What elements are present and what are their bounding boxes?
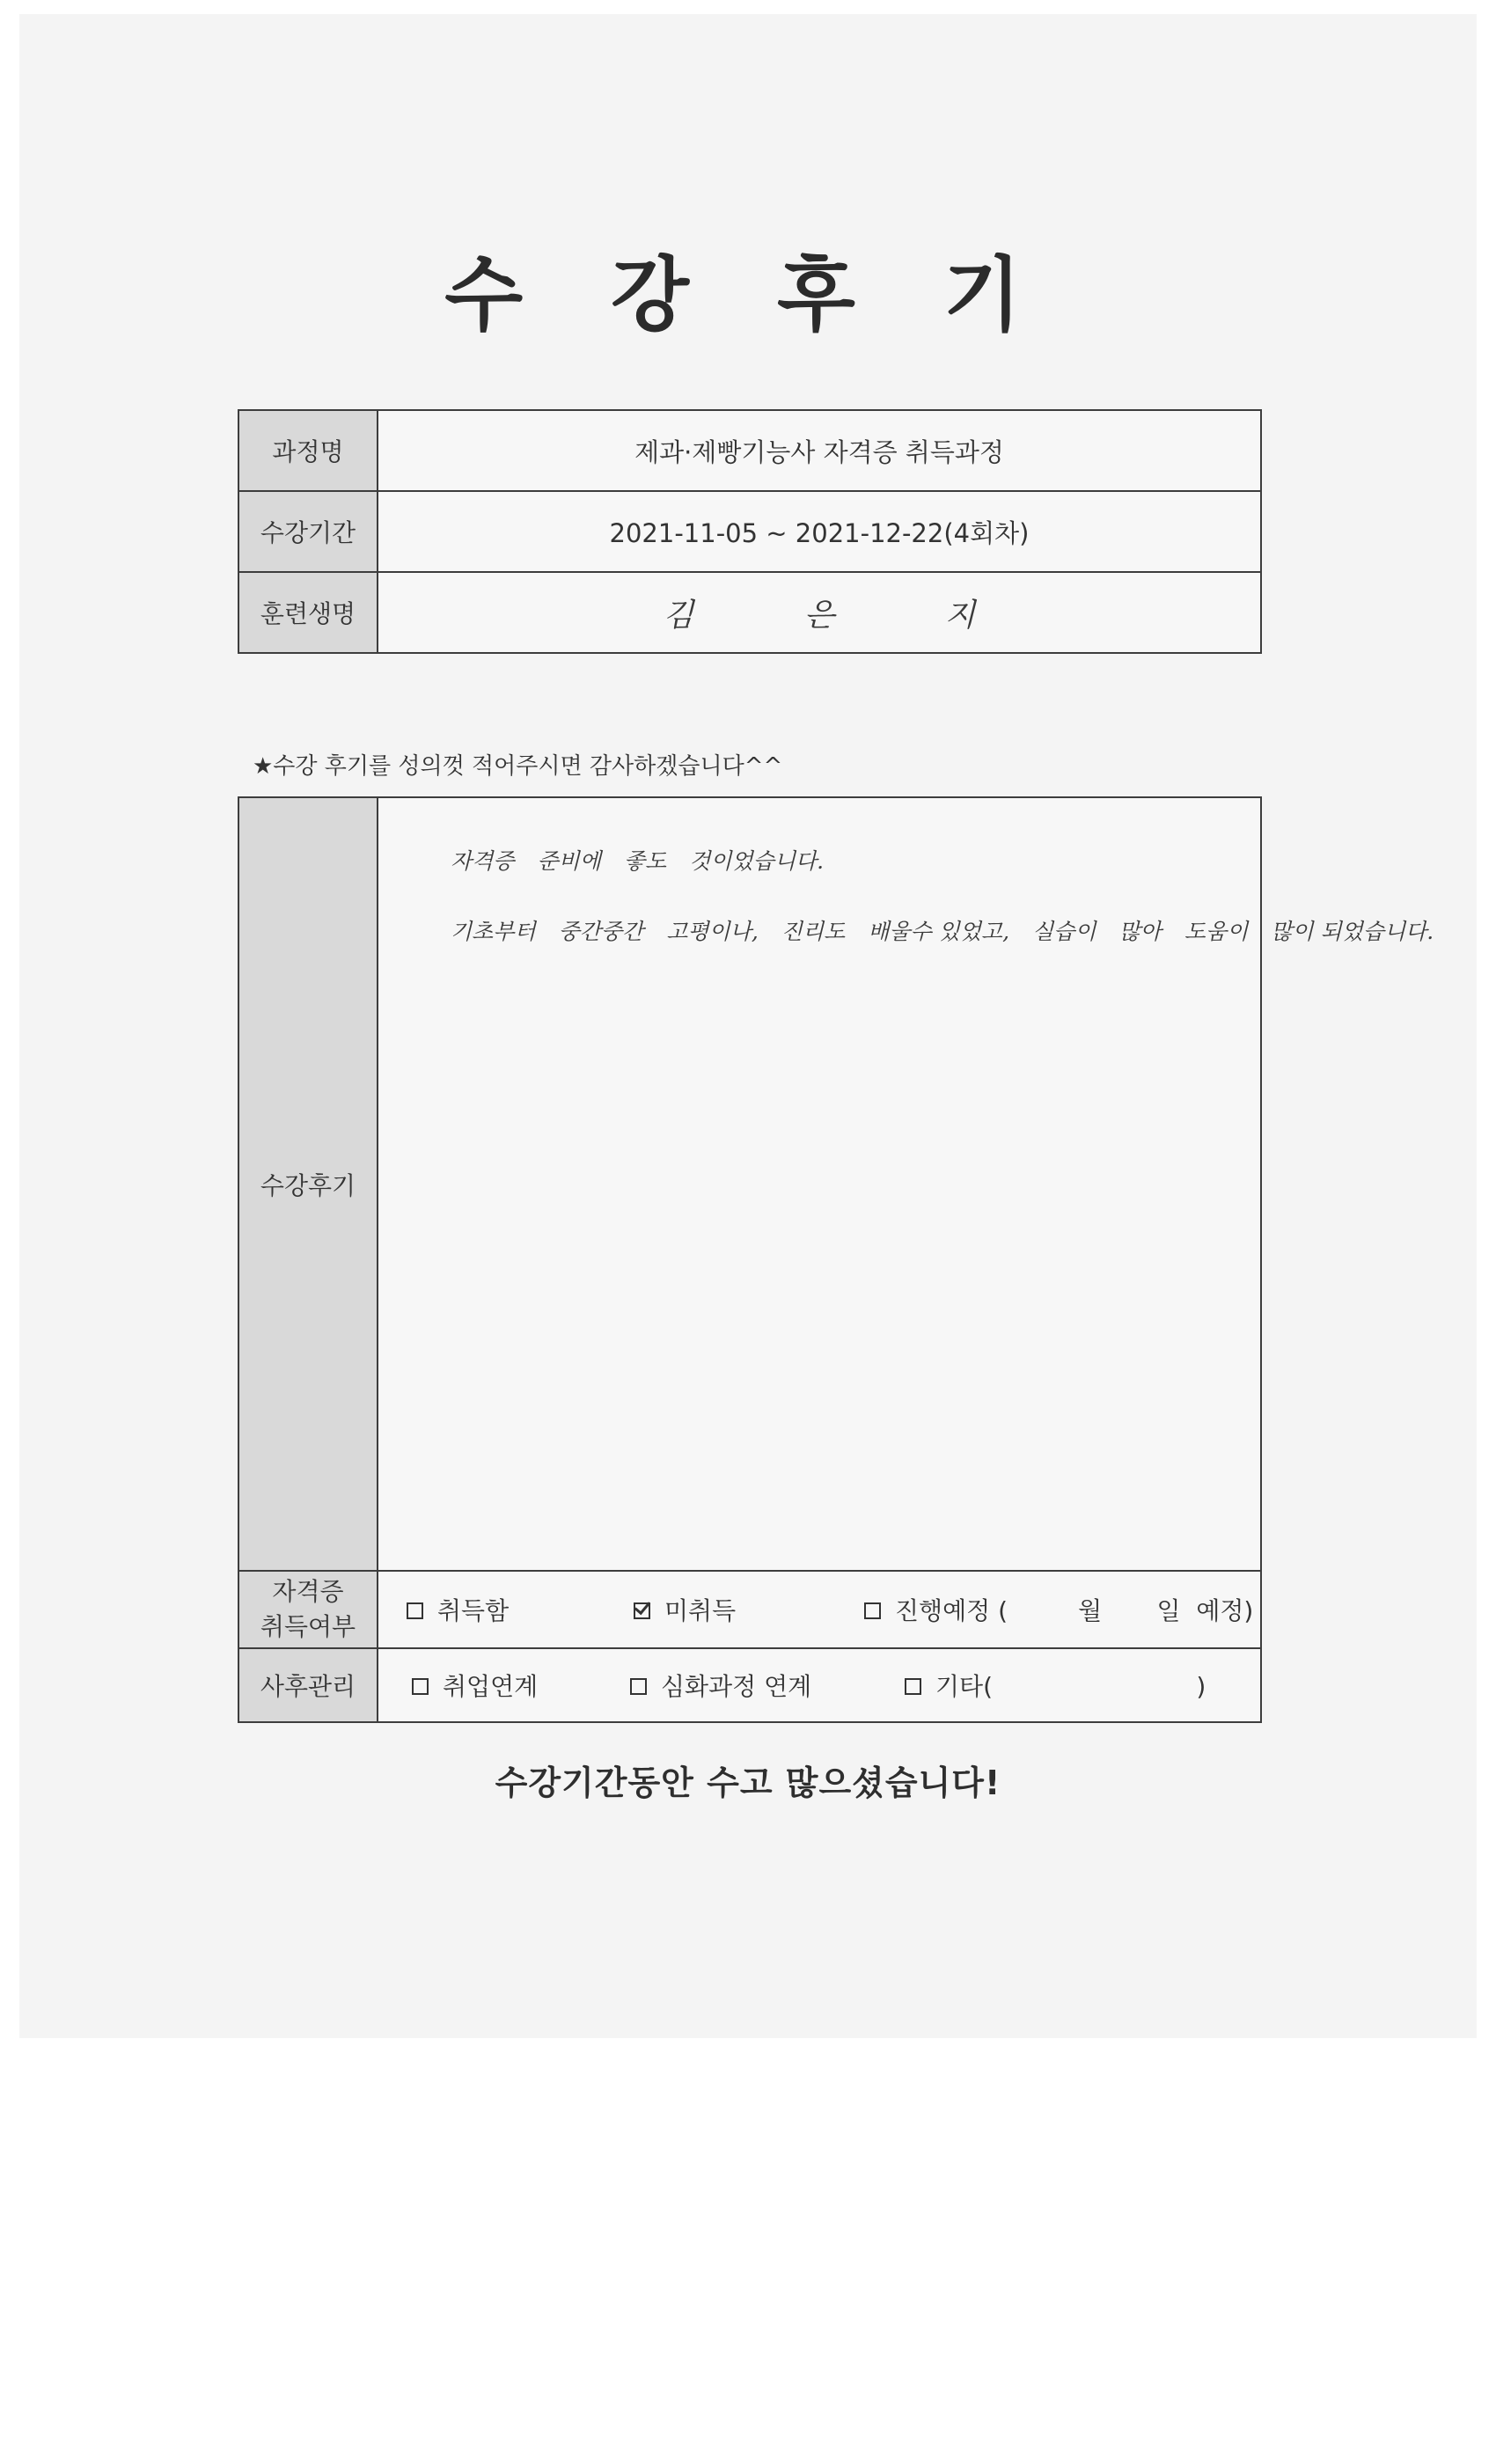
review-word: 많아 xyxy=(1118,919,1162,944)
closing-message: 수강기간동안 수고 많으셨습니다! xyxy=(495,1764,1001,1802)
cert-option-obtained[interactable] xyxy=(407,1592,509,1627)
option-label: 기타( ) xyxy=(935,1672,1206,1701)
option-label: 취득함 xyxy=(437,1596,510,1625)
certification-row xyxy=(238,1571,1261,1648)
review-word: 도움이 xyxy=(1184,919,1249,944)
name-char: 은 xyxy=(803,597,835,634)
followup-options xyxy=(378,1648,1261,1722)
certification-label-line1: 자격증 xyxy=(272,1577,344,1606)
checkbox-checked[interactable] xyxy=(634,1602,650,1619)
name-char: 김 xyxy=(663,597,694,634)
certification-options xyxy=(378,1571,1261,1648)
cert-option-not-obtained[interactable] xyxy=(634,1592,736,1627)
option-label: 취업연계 xyxy=(443,1672,539,1701)
option-label: 심화과정 연계 xyxy=(661,1672,812,1701)
review-word: 배울수 있었고, xyxy=(868,919,1010,944)
review-word: 좋도 xyxy=(623,848,667,874)
checkbox[interactable] xyxy=(630,1678,647,1695)
cert-option-scheduled[interactable] xyxy=(864,1592,1253,1627)
certification-label-line2: 취득여부 xyxy=(260,1612,356,1641)
followup-label: 사후관리 xyxy=(238,1648,378,1722)
checkbox[interactable] xyxy=(407,1602,423,1619)
followup-option-employment[interactable] xyxy=(412,1668,538,1703)
course-info-table xyxy=(238,409,1262,654)
review-word: 것이었습니다. xyxy=(689,848,825,874)
instruction-text: ★수강 후기를 성의껏 적어주시면 감사하겠습니다^^ xyxy=(253,753,783,780)
review-text-area[interactable] xyxy=(378,797,1434,1571)
followup-option-advanced-course[interactable] xyxy=(630,1668,811,1703)
review-word: 많이 되었습니다. xyxy=(1271,919,1434,944)
option-label: 미취득 xyxy=(664,1596,737,1625)
followup-option-other[interactable] xyxy=(905,1668,1206,1703)
course-name-value: 제과·제빵기능사 자격증 취득과정 xyxy=(378,410,1261,491)
course-name-row xyxy=(238,410,1261,491)
checkbox[interactable] xyxy=(412,1678,429,1695)
option-label: 진행예정 ( 월 일 예정) xyxy=(895,1596,1254,1625)
name-char: 지 xyxy=(944,597,976,634)
review-word: 중간중간 xyxy=(558,919,644,944)
certification-label xyxy=(238,1571,378,1648)
checkbox[interactable] xyxy=(905,1678,921,1695)
review-word: 기초부터 xyxy=(451,919,536,944)
review-row xyxy=(238,797,1261,1571)
review-word: 실습이 xyxy=(1032,919,1096,944)
trainee-name-label: 훈련생명 xyxy=(238,572,378,653)
review-word: 고평이나, xyxy=(666,919,759,944)
trainee-name-row xyxy=(238,572,1261,653)
course-name-label: 과정명 xyxy=(238,410,378,491)
course-period-value: 2021-11-05 ~ 2021-12-22(4회차) xyxy=(378,491,1261,572)
review-label: 수강후기 xyxy=(238,797,378,1571)
course-period-label: 수강기간 xyxy=(238,491,378,572)
followup-row xyxy=(238,1648,1261,1722)
review-word: 자격증 xyxy=(451,848,515,874)
review-word: 준비에 xyxy=(537,848,601,874)
review-table xyxy=(238,796,1434,1723)
checkbox[interactable] xyxy=(864,1602,881,1619)
trainee-name-handwritten[interactable] xyxy=(378,572,1261,653)
course-period-row xyxy=(238,491,1261,572)
review-word: 진리도 xyxy=(781,919,846,944)
review-line-2 xyxy=(451,914,1456,946)
page-title: 수 강 후 기 xyxy=(444,248,1052,342)
review-line-1 xyxy=(451,844,847,876)
